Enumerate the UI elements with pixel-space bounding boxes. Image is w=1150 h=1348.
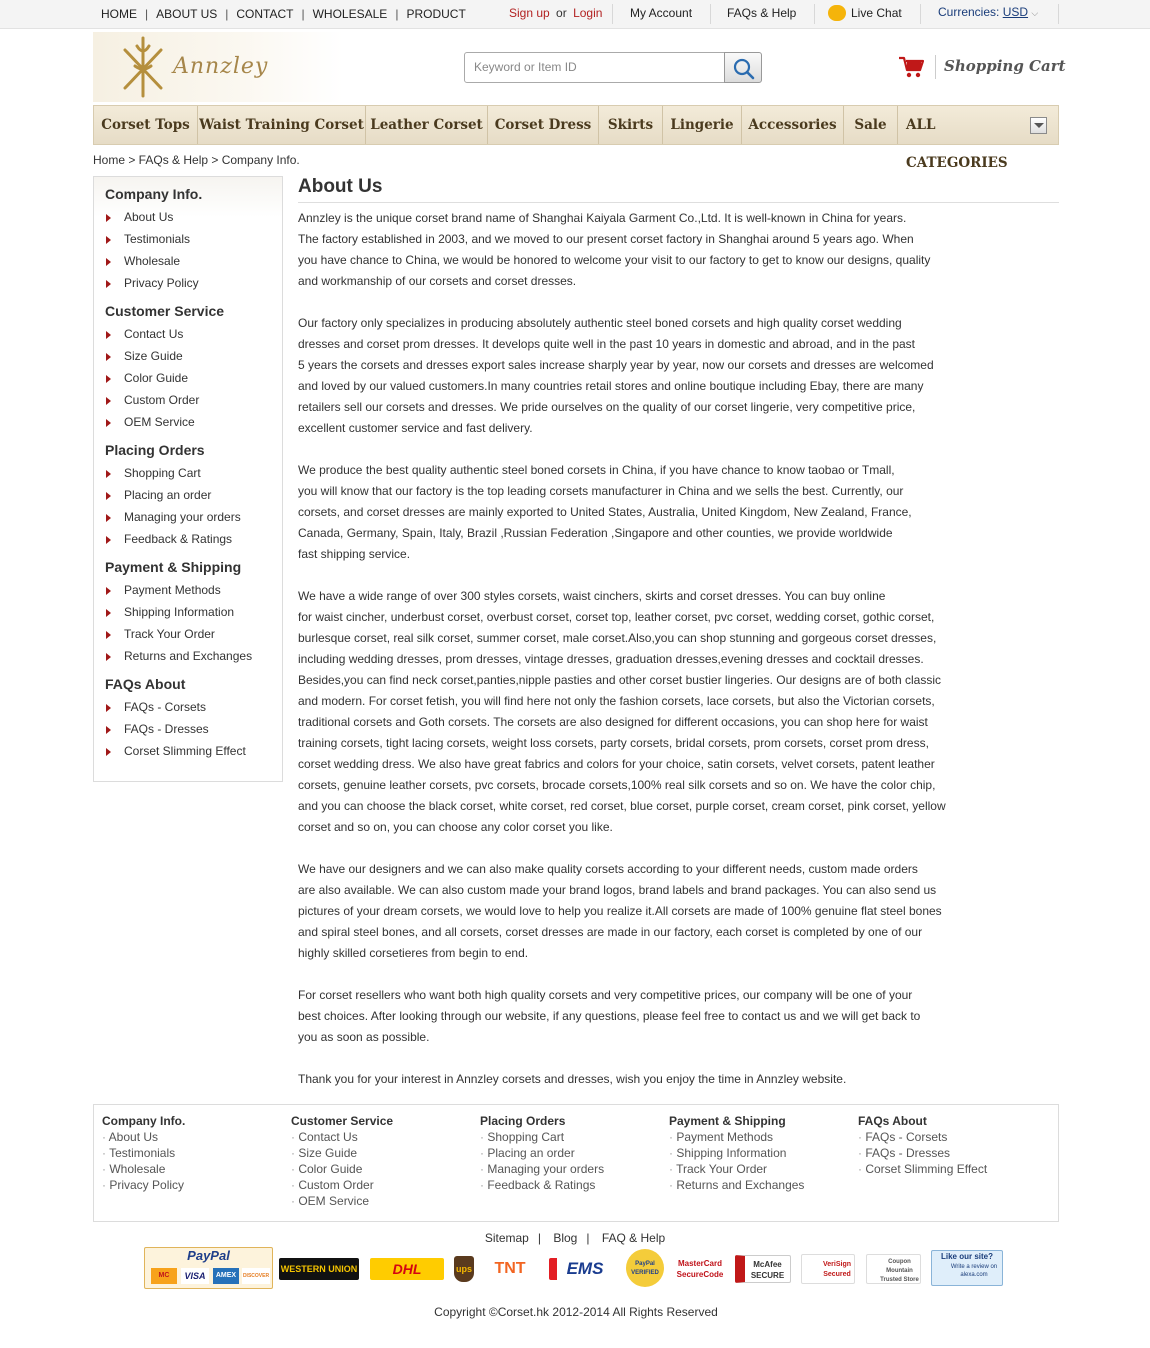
footer-heading: Payment & Shipping bbox=[669, 1114, 786, 1128]
sitemap-link[interactable]: Sitemap bbox=[484, 1231, 529, 1245]
arrow-right-icon bbox=[106, 236, 111, 244]
sidebar-heading-company-info: Company Info. bbox=[105, 186, 203, 202]
category-skirts[interactable]: Skirts bbox=[607, 117, 654, 133]
copyright: Copyright ©Corset.hk 2012-2014 All Rights Reserved bbox=[434, 1305, 718, 1319]
sidebar-item-contact-us[interactable]: Contact Us bbox=[114, 327, 183, 341]
footer-column-placing-orders bbox=[480, 1113, 604, 1193]
divider bbox=[814, 4, 815, 24]
footer-column-payment-shipping bbox=[669, 1113, 804, 1193]
arrow-right-icon bbox=[106, 331, 111, 339]
arrow-right-icon bbox=[106, 748, 111, 756]
sidebar-item-privacy-policy[interactable]: Privacy Policy bbox=[114, 276, 199, 290]
category-corset-tops[interactable]: Corset Tops bbox=[101, 117, 190, 133]
payment-badges bbox=[0, 1247, 1150, 1291]
arrow-right-icon bbox=[106, 258, 111, 266]
footer-link-custom-order[interactable]: · Custom Order bbox=[291, 1177, 393, 1193]
sidebar-item-faqs-corsets[interactable]: FAQs - Corsets bbox=[114, 700, 206, 714]
sign-in-area bbox=[509, 6, 602, 20]
footer-column-company-info bbox=[102, 1113, 185, 1193]
nav-contact[interactable]: CONTACT bbox=[236, 7, 294, 21]
footer-link-placing-an-order[interactable]: · Placing an order bbox=[480, 1145, 604, 1161]
arrow-right-icon bbox=[106, 704, 111, 712]
dhl-badge: DHL bbox=[370, 1258, 444, 1280]
search-input[interactable]: Keyword or Item ID bbox=[464, 52, 726, 83]
category-waist-training-corset[interactable]: Waist Training Corset bbox=[199, 117, 364, 133]
footer-link-track-your-order[interactable]: · Track Your Order bbox=[669, 1161, 804, 1177]
mastercard-icon: MC bbox=[151, 1268, 177, 1284]
sidebar-item-testimonials[interactable]: Testimonials bbox=[114, 232, 190, 246]
sidebar-item-custom-order[interactable]: Custom Order bbox=[114, 393, 199, 407]
sidebar-item-returns-exchanges[interactable]: Returns and Exchanges bbox=[114, 649, 252, 663]
sidebar-item-size-guide[interactable]: Size Guide bbox=[114, 349, 183, 363]
search-icon bbox=[725, 53, 763, 84]
sidebar-item-color-guide[interactable]: Color Guide bbox=[114, 371, 188, 385]
sidebar bbox=[93, 176, 283, 782]
search-button[interactable] bbox=[724, 52, 762, 83]
sidebar-item-payment-methods[interactable]: Payment Methods bbox=[114, 583, 221, 597]
currency-value[interactable]: USD bbox=[1002, 5, 1029, 19]
about-paragraph: For corset resellers who want both high quality corsets and very competitive prices, our company will be one of your best choices. After looking through our website, if any questions, please feel free to contact us and we will get back to you as soon as possible. bbox=[298, 988, 921, 1044]
logo-text: Annzley bbox=[173, 54, 269, 79]
paypal-badge: PayPal MC VISA AMEX DISCOVER bbox=[144, 1247, 273, 1289]
footer-link-oem-service[interactable]: · OEM Service bbox=[291, 1193, 393, 1209]
paypal-verified-badge: PayPal VERIFIED bbox=[626, 1249, 664, 1287]
about-paragraph: Thank you for your interest in Annzley corsets and dresses, wish you enjoy the time in Annzley website. bbox=[298, 1072, 847, 1086]
footer-link-wholesale[interactable]: · Wholesale bbox=[102, 1161, 185, 1177]
sidebar-item-feedback-ratings[interactable]: Feedback & Ratings bbox=[114, 532, 232, 546]
category-accessories[interactable]: Accessories bbox=[748, 117, 837, 133]
sidebar-item-faqs-dresses[interactable]: FAQs - Dresses bbox=[114, 722, 209, 736]
category-corset-dress[interactable]: Corset Dress bbox=[494, 117, 592, 133]
arrow-right-icon bbox=[106, 375, 111, 383]
footer-link-shopping-cart[interactable]: · Shopping Cart bbox=[480, 1129, 604, 1145]
footer-heading: Placing Orders bbox=[480, 1114, 566, 1128]
about-paragraph: Annzley is the unique corset brand name of Shanghai Kaiyala Garment Co.,Ltd. It is well-known in China for years. The factory established in 2003, and we moved to our present corset factory in Shanghai around 5 years ago. When you have chance to China, we would be honored to welcome your visit to our factory to get to know our designs, quality and workmanship of our corsets and corset dresses. bbox=[298, 211, 931, 288]
footer-link-corset-slimming-effect[interactable]: · Corset Slimming Effect bbox=[858, 1161, 987, 1177]
arrow-right-icon bbox=[106, 609, 111, 617]
sidebar-item-managing-your-orders[interactable]: Managing your orders bbox=[114, 510, 241, 524]
category-leather-corset[interactable]: Leather Corset bbox=[370, 117, 483, 133]
arrow-right-icon bbox=[106, 726, 111, 734]
footer-link-privacy-policy[interactable]: · Privacy Policy bbox=[102, 1177, 185, 1193]
category-all-categories[interactable]: ALL CATEGORIES bbox=[906, 117, 1008, 171]
divider bbox=[710, 4, 711, 24]
sidebar-heading-placing-orders: Placing Orders bbox=[105, 442, 205, 458]
login-link[interactable]: Login bbox=[573, 6, 603, 20]
visa-icon: VISA bbox=[181, 1268, 209, 1284]
divider bbox=[920, 4, 921, 24]
footer-link-returns-exchanges[interactable]: · Returns and Exchanges bbox=[669, 1177, 804, 1193]
footer-link-faqs-corsets[interactable]: · FAQs - Corsets bbox=[858, 1129, 987, 1145]
arrow-right-icon bbox=[106, 280, 111, 288]
breadcrumb[interactable]: Home > FAQs & Help > Company Info. bbox=[93, 153, 300, 167]
chevron-down-icon[interactable]: ⌵ bbox=[1031, 8, 1039, 18]
nav-product[interactable]: PRODUCT bbox=[406, 7, 466, 21]
footer-link-contact-us[interactable]: · Contact Us bbox=[291, 1129, 393, 1145]
sidebar-item-about-us[interactable]: About Us bbox=[114, 210, 173, 224]
top-bar bbox=[0, 0, 1150, 29]
verisign-badge: VeriSign Secured bbox=[801, 1254, 855, 1284]
about-paragraph: We produce the best quality authentic steel boned corsets in China, if you have chance to know taobao or Tmall, you will know that our factory is the top leading corsets manufacturer in China and we sells the best. Currently, our corsets, and corset dresses are mainly exported to United States, Australia, United Kingdom, New Zealand, France, Canada, Germany, Spain, Italy, Brazil ,Russian Federation ,Singapore and other counties, we provide worldwide fast shipping service. bbox=[298, 463, 912, 561]
logo-emblem-icon bbox=[121, 36, 165, 98]
bottom-links: Sitemap | Blog | FAQ & Help bbox=[484, 1231, 666, 1245]
sidebar-heading-payment-shipping: Payment & Shipping bbox=[105, 559, 242, 575]
footer-link-about-us[interactable]: · About Us bbox=[102, 1129, 185, 1145]
nav-wholesale[interactable]: WHOLESALE bbox=[312, 7, 388, 21]
faq-help-link[interactable]: FAQ & Help bbox=[601, 1231, 666, 1245]
my-account-link[interactable]: My Account bbox=[630, 6, 693, 20]
arrow-right-icon bbox=[106, 470, 111, 478]
divider bbox=[935, 55, 936, 79]
arrow-right-icon bbox=[106, 587, 111, 595]
footer-heading: Company Info. bbox=[102, 1114, 186, 1128]
sidebar-item-corset-slimming-effect[interactable]: Corset Slimming Effect bbox=[114, 744, 246, 758]
site-logo[interactable] bbox=[93, 32, 343, 102]
arrow-right-icon bbox=[106, 353, 111, 361]
arrow-right-icon bbox=[106, 631, 111, 639]
sidebar-item-placing-an-order[interactable]: Placing an order bbox=[114, 488, 211, 502]
coupon-mountain-badge: Coupon Mountain Trusted Store bbox=[866, 1254, 921, 1284]
faqs-help-link[interactable]: FAQs & Help bbox=[727, 6, 797, 20]
about-paragraph: We have a wide range of over 300 styles corsets, waist cinchers, skirts and corset dresses. You can buy online for waist cincher, underbust corset, overbust corset, corset top, leather corset, pvc corset, wedding corset, gothic corset, burlesque corset, real silk corset, summer corset, male corset.Also,you can shop stunning and gorgeous corset dresses, including wedding dresses, prom dresses, vintage dresses, graduation dresses,evening dresses and cocktail dresses. Besides,you can find neck corset,panties,nipple pasties and other corset bustier lingeries. Our designs are of both classic and modern. For corset fetish, you will find here not only the fashion corsets, lace corsets, but also the Victorian corsets, traditional corsets and Goth corsets. The corsets are also designed for different occasions, you can shop here for waist training corsets, tight lacing corsets, weight loss corsets, party corsets, bridal corsets, prom corsets, corset prom dress, corset wedding dress. We also have great fabrics and colors for your choice, satin corsets, velvet corsets, patent leather corsets, genuine leather corsets, pvc corsets, brocade corsets,100% real silk corsets and so on. We have the color chip, and you can choose the black corset, white corset, red corset, blue corset, purple corset, cream corset, pink corset, yellow corset and so on, you can choose any color corset you like. bbox=[298, 589, 946, 834]
currency-selector[interactable] bbox=[938, 5, 1038, 19]
arrow-right-icon bbox=[106, 514, 111, 522]
sidebar-heading-customer-service: Customer Service bbox=[105, 303, 225, 319]
discover-icon: DISCOVER bbox=[242, 1268, 270, 1284]
footer-link-size-guide[interactable]: · Size Guide bbox=[291, 1145, 393, 1161]
arrow-right-icon bbox=[106, 492, 111, 500]
divider bbox=[298, 202, 1059, 203]
sidebar-item-oem-service[interactable]: OEM Service bbox=[114, 415, 195, 429]
sidebar-item-shipping-information[interactable]: Shipping Information bbox=[114, 605, 234, 619]
arrow-right-icon bbox=[106, 397, 111, 405]
footer-link-payment-methods[interactable]: · Payment Methods bbox=[669, 1129, 804, 1145]
category-lingerie[interactable]: Lingerie bbox=[670, 117, 734, 133]
arrow-right-icon bbox=[106, 653, 111, 661]
western-union-badge: WESTERN UNION bbox=[279, 1258, 359, 1280]
footer-link-testimonials[interactable]: · Testimonials bbox=[102, 1145, 185, 1161]
divider bbox=[1058, 4, 1059, 24]
chat-icon[interactable] bbox=[828, 5, 846, 21]
footer-heading: FAQs About bbox=[858, 1114, 927, 1128]
footer-link-feedback-ratings[interactable]: · Feedback & Ratings bbox=[480, 1177, 604, 1193]
ups-badge: ups bbox=[454, 1256, 474, 1282]
about-paragraph: Our factory only specializes in producing absolutely authentic steel boned corsets and high quality corset wedding dresses and corset prom dresses. It develops quite well in the past 10 years in domestic and abroad, and in the past 5 years the corsets and dresses export sales increase sharply year by year, now our corsets and dresses are welcomed and loved by our valued customers.In many countries retail stores and online boutique including Ebay, there are many retailers sell our corsets and dresses. We pride ourselves on the quality of our corset lingerie, very competitive price, excellent customer service and fast delivery. bbox=[298, 316, 934, 435]
or-text: or bbox=[556, 6, 567, 20]
nav-about-us[interactable]: ABOUT US bbox=[156, 7, 218, 21]
nav-home[interactable]: HOME bbox=[101, 7, 137, 21]
footer-column-customer-service bbox=[291, 1113, 393, 1209]
blog-link[interactable]: Blog bbox=[553, 1231, 578, 1245]
sidebar-item-track-your-order[interactable]: Track Your Order bbox=[114, 627, 215, 641]
arrow-right-icon bbox=[106, 214, 111, 222]
footer-link-color-guide[interactable]: · Color Guide bbox=[291, 1161, 393, 1177]
footer-link-managing-your-orders[interactable]: · Managing your orders bbox=[480, 1161, 604, 1177]
shopping-cart-link[interactable]: Shopping Cart bbox=[944, 57, 1066, 75]
live-chat-link[interactable]: Live Chat bbox=[851, 6, 902, 20]
sidebar-item-wholesale[interactable]: Wholesale bbox=[114, 254, 180, 268]
footer-link-shipping-information[interactable]: · Shipping Information bbox=[669, 1145, 804, 1161]
mcafee-secure-badge: McAfee SECURE bbox=[735, 1255, 791, 1283]
amex-icon: AMEX bbox=[213, 1268, 239, 1284]
tnt-badge: TNT bbox=[482, 1258, 538, 1280]
sidebar-item-shopping-cart[interactable]: Shopping Cart bbox=[114, 466, 201, 480]
mastercard-securecode-badge: MasterCard SecureCode bbox=[675, 1255, 725, 1283]
ems-badge: EMS bbox=[549, 1258, 613, 1280]
arrow-right-icon bbox=[106, 536, 111, 544]
divider bbox=[612, 4, 613, 24]
sidebar-heading-faqs-about: FAQs About bbox=[105, 676, 186, 692]
arrow-right-icon bbox=[106, 419, 111, 427]
footer-column-faqs-about bbox=[858, 1113, 987, 1177]
currencies-label: Currencies: bbox=[938, 5, 1000, 19]
alexa-review-badge[interactable]: Like our site? Write a review on alexa.com bbox=[931, 1250, 1003, 1286]
footer-links bbox=[93, 1104, 1059, 1222]
about-paragraph: We have our designers and we can also make quality corsets according to your different needs, custom made orders are also available. We can also custom made your brand logos, brand labels and brand packages. You can also send us pictures of your dream corsets, we would love to help you realize it.All corsets are made of 100% genuine flat steel bones and spiral steel bones, and all corsets, corset dresses are made in our factory, each corset is completed by one of our highly skilled corsetieres from begin to end. bbox=[298, 862, 942, 960]
footer-link-faqs-dresses[interactable]: · FAQs - Dresses bbox=[858, 1145, 987, 1161]
top-nav: HOME | ABOUT US | CONTACT | WHOLESALE | PRODUCT bbox=[101, 7, 466, 21]
shopping-cart-icon[interactable] bbox=[898, 55, 924, 79]
category-sale[interactable]: Sale bbox=[854, 117, 887, 133]
chevron-down-icon[interactable] bbox=[1030, 117, 1047, 134]
sign-up-link[interactable]: Sign up bbox=[509, 6, 550, 20]
page-title: About Us bbox=[298, 176, 383, 197]
footer-heading: Customer Service bbox=[291, 1114, 394, 1128]
